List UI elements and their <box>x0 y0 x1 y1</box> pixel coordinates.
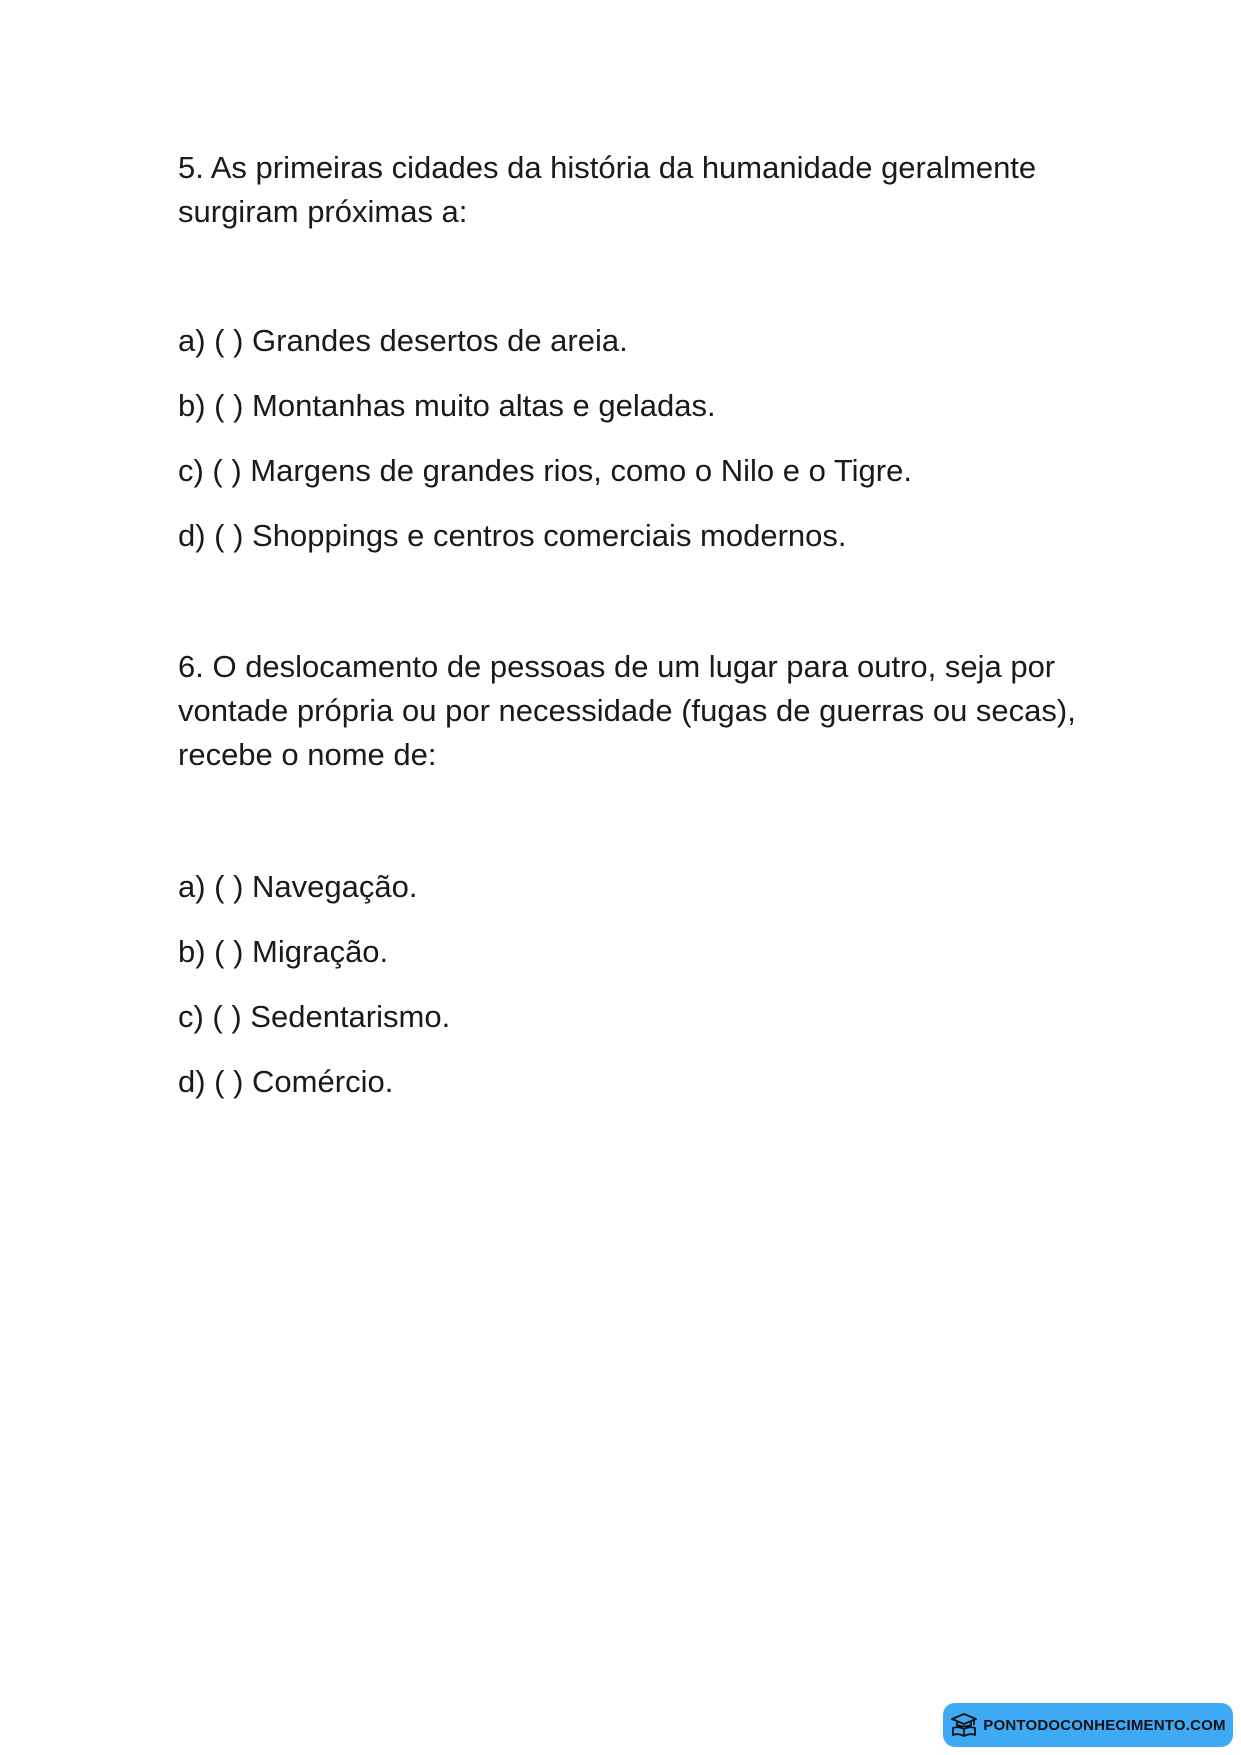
question-6-options <box>178 865 450 1125</box>
question-6-option-d[interactable]: d) ( ) Comércio. <box>178 1064 394 1099</box>
question-6-text: 6. O deslocamento de pessoas de um lugar para outro, seja por vontade própria ou por necessidade (fugas de guerras ou secas), recebe o nome de: <box>178 649 1076 772</box>
graduation-book-icon <box>950 1712 978 1738</box>
question-6-option-b[interactable]: b) ( ) Migração. <box>178 934 389 969</box>
question-5-options <box>178 319 912 579</box>
brand-badge[interactable] <box>943 1703 1233 1747</box>
question-5-option-c[interactable]: c) ( ) Margens de grandes rios, como o Nilo e o Tigre. <box>178 453 912 488</box>
question-6-option-c[interactable]: c) ( ) Sedentarismo. <box>178 999 451 1034</box>
question-5-option-b[interactable]: b) ( ) Montanhas muito altas e geladas. <box>178 388 716 423</box>
question-5-option-a[interactable]: a) ( ) Grandes desertos de areia. <box>178 323 628 358</box>
brand-text: PONTODOCONHECIMENTO.COM <box>983 1716 1226 1734</box>
question-5-option-d[interactable]: d) ( ) Shoppings e centros comerciais modernos. <box>178 518 847 553</box>
question-5-text: 5. As primeiras cidades da história da humanidade geralmente surgiram próximas a: <box>178 150 1037 229</box>
question-6-option-a[interactable]: a) ( ) Navegação. <box>178 869 418 904</box>
